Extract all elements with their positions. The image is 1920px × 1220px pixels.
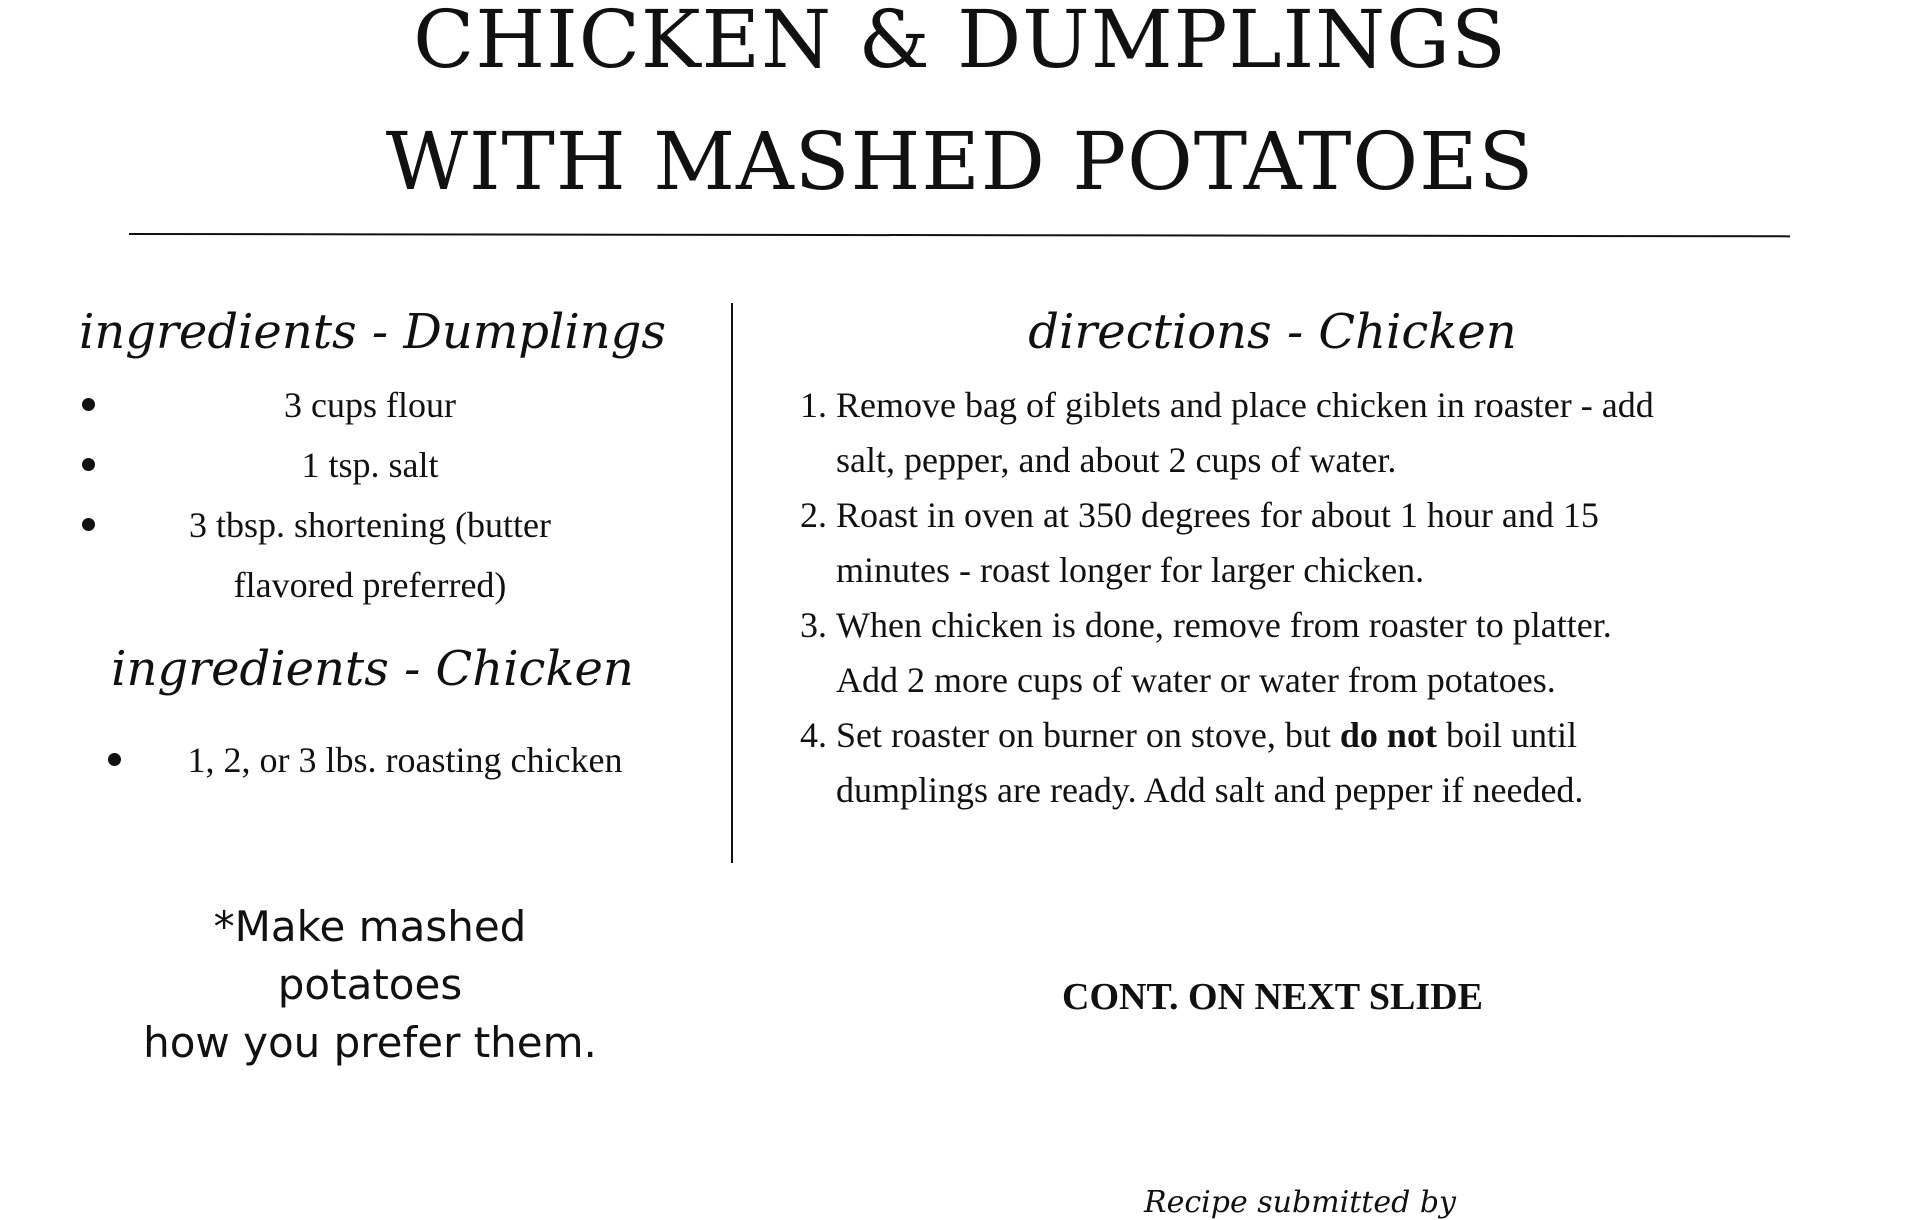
recipe-submitted-by: Recipe submitted by (1144, 1185, 1456, 1220)
list-item (130, 495, 610, 615)
direction-step (800, 598, 1790, 708)
ingredient-text: 3 cups flour (284, 385, 456, 425)
ingredient-text: 1, 2, or 3 lbs. roasting chicken (187, 740, 623, 780)
note-line-1: *Make mashed potatoes (213, 902, 527, 1009)
step-text: Remove bag of giblets and place chicken in roaster - add (836, 385, 1654, 425)
step-text-emphasis: do not (1339, 715, 1437, 755)
bullet-icon (82, 398, 95, 411)
directions-step-list (800, 378, 1790, 818)
step-number: 2. (800, 495, 827, 535)
step-text: When chicken is done, remove from roaster to platter. (836, 605, 1612, 645)
recipe-title-line-1: CHICKEN & DUMPLINGS (413, 0, 1507, 86)
recipe-title-line-2: WITH MASHED POTATOES (385, 115, 1535, 208)
ingredients-chicken-heading: ingredients - Chicken (111, 641, 634, 697)
bullet-icon (82, 458, 95, 471)
step-text-after: boil until (1436, 715, 1577, 755)
step-text-continued: Add 2 more cups of water or water from potatoes. (836, 660, 1556, 700)
step-number: 3. (800, 605, 827, 645)
ingredients-dumplings-heading: ingredients - Dumplings (78, 304, 666, 360)
step-text-continued: dumplings are ready. Add salt and pepper if needed. (836, 770, 1584, 810)
ingredient-text-continued: flavored preferred) (233, 565, 507, 605)
chicken-ingredient-list (150, 730, 660, 790)
bullet-icon (82, 518, 95, 531)
list-item (150, 730, 660, 790)
step-text-continued: minutes - roast longer for larger chicken. (836, 550, 1425, 590)
list-item (130, 375, 610, 435)
step-number: 4. (800, 715, 827, 755)
bullet-icon (108, 753, 121, 766)
direction-step (800, 708, 1790, 818)
directions-chicken-heading: directions - Chicken (1028, 304, 1517, 360)
direction-step (800, 488, 1790, 598)
list-item (130, 435, 610, 495)
ingredient-text: 1 tsp. salt (301, 445, 439, 485)
note-line-2: how you prefer them. (143, 1018, 597, 1067)
continued-notice: CONT. ON NEXT SLIDE (1062, 976, 1483, 1018)
step-text: Roast in oven at 350 degrees for about 1 hour and 15 (836, 495, 1599, 535)
step-number: 1. (800, 385, 827, 425)
step-text: Set roaster on burner on stove, but (836, 715, 1340, 755)
step-text-continued: salt, pepper, and about 2 cups of water. (836, 440, 1397, 480)
mashed-potatoes-note (120, 898, 620, 1072)
direction-step (800, 378, 1790, 488)
column-divider (731, 303, 733, 863)
title-divider (129, 233, 1790, 237)
ingredient-text: 3 tbsp. shortening (butter (189, 505, 551, 545)
dumplings-ingredient-list (130, 375, 610, 615)
